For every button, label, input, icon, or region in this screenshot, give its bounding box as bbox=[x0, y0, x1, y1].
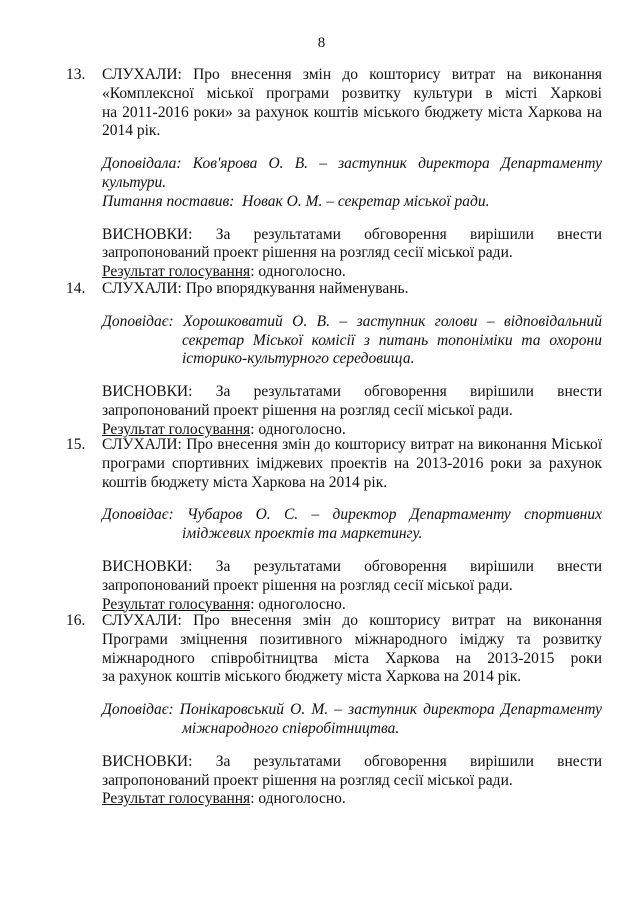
agenda-item-15 bbox=[66, 436, 602, 614]
conclusion-text: За результатами обговорення вирішили внести bbox=[215, 557, 603, 575]
conclusion-line bbox=[102, 558, 602, 577]
conclusion-label: ВИСНОВКИ: bbox=[102, 383, 193, 401]
conclusion-text: За результатами обговорення вирішили внести bbox=[215, 383, 603, 401]
agenda-item-16 bbox=[66, 612, 602, 809]
vote-text: : одноголосно. bbox=[250, 420, 346, 438]
speaker-text: Ков'ярова О. В. – заступник директора Департаменту bbox=[192, 155, 602, 173]
heard-line: Програми зміцнення позитивного міжнародного іміджу та розвитку bbox=[102, 630, 602, 648]
heard-text: Про впорядкування найменувань. bbox=[185, 280, 409, 297]
heard-line: програми спортивних іміджевих проектів на 2013-2016 роки за рахунок bbox=[102, 454, 602, 472]
conclusion-line: запропонований проект рішення на розгляд сесії міської ради. bbox=[102, 576, 513, 594]
heard-line: 2014 рік. bbox=[102, 122, 161, 140]
vote-result bbox=[102, 790, 602, 809]
speaker-label: Доповідає: bbox=[102, 506, 174, 524]
heard-label: СЛУХАЛИ: bbox=[102, 612, 182, 629]
conclusion-label: ВИСНОВКИ: bbox=[102, 225, 193, 243]
heard-text: Про внесення змін до кошторису витрат на виконання bbox=[193, 66, 602, 83]
vote-label: Результат голосування bbox=[102, 263, 251, 281]
conclusion-line bbox=[102, 753, 602, 772]
heard-line bbox=[102, 280, 602, 299]
vote-text: : одноголосно. bbox=[250, 790, 346, 808]
question-label: Питання поставив: bbox=[102, 192, 235, 210]
heard-text: Про внесення змін до кошторису витрат на виконання bbox=[193, 612, 602, 629]
conclusion-label: ВИСНОВКИ: bbox=[102, 752, 193, 770]
vote-text: : одноголосно. bbox=[250, 263, 346, 281]
heard-line bbox=[102, 66, 602, 85]
vote-label: Результат голосування bbox=[102, 420, 251, 438]
speaker-text: Хорошковатий О. В. – заступник голови – відповідальний bbox=[183, 312, 603, 330]
conclusion-line bbox=[102, 226, 602, 245]
page-number: 8 bbox=[317, 35, 326, 51]
conclusion-line: запропонований проект рішення на розгляд сесії міської ради. bbox=[102, 244, 513, 262]
heard-line bbox=[102, 436, 602, 455]
question-text: Новак О. М. – секретар міської ради. bbox=[242, 192, 490, 210]
speaker-text: Понікаровський О. М. – заступник директора Департаменту bbox=[179, 701, 602, 719]
speaker-line: іміджевих проектів та маркетингу. bbox=[182, 525, 423, 543]
speaker-line: секретар Міської комісії з питань топоніміки та охорони bbox=[182, 331, 602, 349]
conclusion-label: ВИСНОВКИ: bbox=[102, 557, 193, 575]
speaker-line bbox=[102, 701, 602, 720]
speaker-line bbox=[102, 313, 602, 332]
vote-label: Результат голосування bbox=[102, 790, 251, 808]
speaker-label: Доповідає: bbox=[102, 312, 174, 330]
heard-label: СЛУХАЛИ: bbox=[102, 436, 182, 453]
speaker-line bbox=[102, 506, 602, 525]
heard-label: СЛУХАЛИ: bbox=[102, 280, 182, 297]
item-number: 13. bbox=[66, 66, 86, 83]
heard-line: на 2011-2016 роки» за рахунок коштів міського бюджету міста Харкова на bbox=[102, 103, 602, 121]
vote-text: : одноголосно. bbox=[250, 595, 346, 613]
conclusion-text: За результатами обговорення вирішили внести bbox=[215, 752, 603, 770]
speaker-line: міжнародного співробітництва. bbox=[182, 719, 400, 737]
speaker-label: Доповідала: bbox=[102, 155, 182, 173]
speaker-line: культури. bbox=[102, 173, 167, 191]
item-number: 15. bbox=[66, 436, 86, 453]
conclusion-line bbox=[102, 383, 602, 402]
conclusion-line: запропонований проект рішення на розгляд сесії міської ради. bbox=[102, 401, 513, 419]
item-number: 14. bbox=[66, 280, 86, 297]
speaker-label: Доповідає: bbox=[102, 701, 174, 719]
speaker-text: Чубаров О. С. – директор Департаменту спортивних bbox=[186, 506, 603, 524]
heard-label: СЛУХАЛИ: bbox=[102, 66, 182, 83]
vote-label: Результат голосування bbox=[102, 595, 251, 613]
heard-text: Про внесення змін до кошторису витрат на виконання Міської bbox=[186, 436, 603, 453]
question-line bbox=[102, 193, 602, 212]
heard-line: коштів бюджету міста Харкова на 2014 рік. bbox=[102, 473, 388, 491]
item-number: 16. bbox=[66, 612, 86, 629]
heard-line: «Комплексної міської програми розвитку культури в місті Харкові bbox=[102, 84, 602, 102]
conclusion-text: За результатами обговорення вирішили внести bbox=[215, 225, 603, 243]
agenda-item-14 bbox=[66, 280, 602, 440]
heard-line: міжнародного співробітництва міста Харкова на 2013-2015 роки bbox=[102, 649, 602, 667]
heard-line bbox=[102, 612, 602, 631]
speaker-line: історико-культурного середовища. bbox=[182, 350, 415, 368]
speaker-line bbox=[102, 155, 602, 174]
heard-line: за рахунок коштів міського бюджету міста Харкова на 2014 рік. bbox=[102, 668, 522, 686]
conclusion-line: запропонований проект рішення на розгляд сесії міської ради. bbox=[102, 771, 513, 789]
agenda-item-13 bbox=[66, 66, 602, 282]
